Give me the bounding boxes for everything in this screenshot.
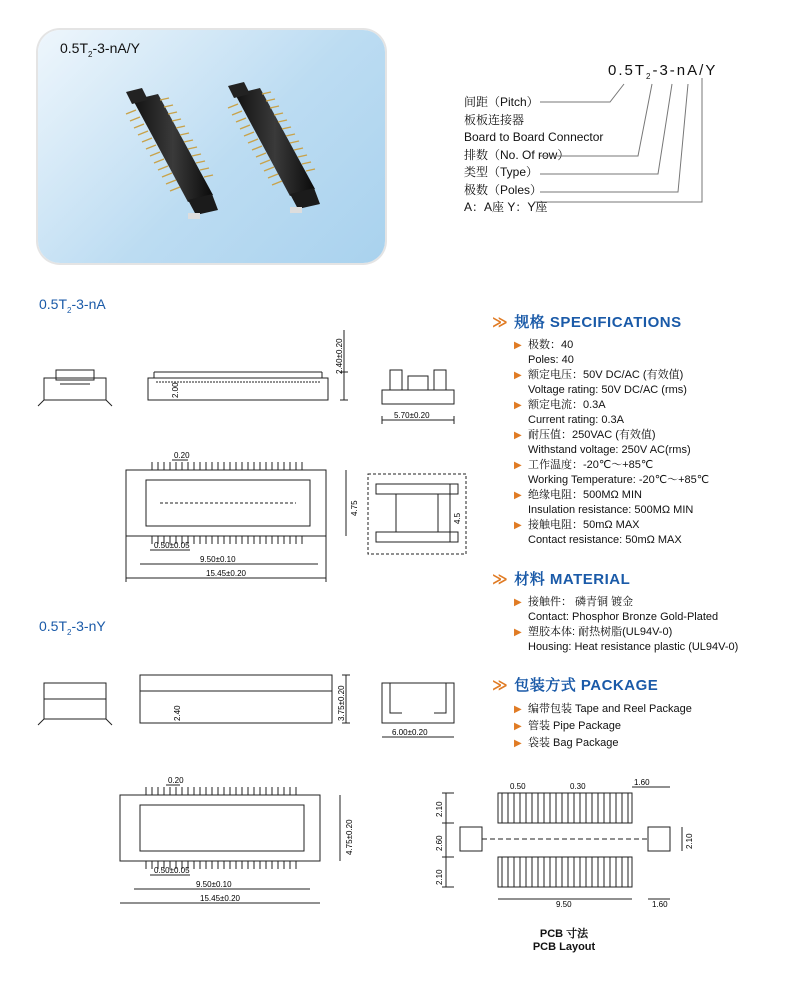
legend-pitch: 间距（Pitch）: [464, 95, 539, 109]
dim-pcb-pad-width: 0.30: [570, 782, 586, 791]
dim-ny-length: 15.45±0.20: [200, 894, 240, 903]
dim-na-top-height: 4.75: [350, 500, 359, 516]
connector-photo-a: [126, 88, 218, 219]
triangle-bullet-icon: ▶: [514, 704, 522, 715]
dim-ny-end-width: 6.00±0.20: [392, 728, 428, 737]
dim-pcb-end-width: 1.60: [634, 778, 650, 787]
triangle-bullet-icon: ▶: [514, 460, 522, 471]
material-heading: ≫ 材料 MATERIAL: [492, 571, 631, 588]
pcb-caption: [531, 928, 597, 954]
spec-item: ▶ 绝缘电阻：500MΩ MIN Insulation resistance: 500MΩ MIN: [514, 489, 694, 516]
dim-pcb-row2: 2.10: [435, 869, 444, 885]
dim-ny-span: 9.50±0.10: [196, 880, 232, 889]
ny-top-pins: [146, 787, 296, 869]
triangle-bullet-icon: ▶: [514, 721, 522, 732]
spec-item: ▶ 极数：40 Poles: 40: [514, 339, 574, 366]
dim-pcb-pitch: 0.50: [510, 782, 526, 791]
package-heading: ≫ 包装方式 PACKAGE: [492, 677, 659, 694]
dim-pcb-span: 9.50: [556, 900, 572, 909]
drawing-ny: [30, 655, 480, 915]
dim-na-top-pin: 0.20: [174, 451, 190, 460]
na-end-view-left: [38, 370, 112, 406]
product-photo-panel: [38, 30, 385, 263]
pcb-caption-cn: PCB 寸法: [539, 928, 589, 940]
section-title-y: $0.5T_2-3-nY$: [39, 618, 106, 637]
spec-item: ▶ 接触电阻：50mΩ MAX Contact resistance: 50mΩ MAX: [514, 519, 682, 546]
ny-end-view-left: [38, 683, 112, 725]
dim-na-side-inner: 2.00: [171, 382, 180, 398]
dim-pcb-gap: 2.60: [435, 835, 444, 851]
legend-type-en: Board to Board Connector: [464, 130, 604, 144]
dim-pcb-row1: 2.10: [435, 801, 444, 817]
double-chevron-icon: ≫: [492, 677, 509, 694]
section-title-a: $0.5T_2-3-nA$: [39, 296, 106, 315]
photo-title: $0.5T_2-3-nA/Y$: [60, 40, 140, 59]
dim-na-span: 9.50±0.10: [200, 555, 236, 564]
material-item: ▶ 塑胶本体: 耐热树脂(UL94V-0) Housing: Heat resistance plastic (UL94V-0): [514, 626, 739, 653]
dim-ny-side-height: 3.75±0.20: [337, 685, 346, 721]
legend-type-cn: 板板连接器: [464, 112, 525, 127]
dim-ny-top-height: 4.75±0.20: [345, 819, 354, 855]
legend-rows: 排数（No. Of row）: [464, 147, 570, 162]
na-top-view: [126, 460, 346, 582]
ny-side-view: [140, 675, 350, 723]
package-section: [492, 674, 782, 752]
pcb-caption-en: PCB Layout: [532, 941, 596, 953]
triangle-bullet-icon: ▶: [514, 490, 522, 501]
package-item: ▶ 编带包装 Tape and Reel Package: [514, 701, 782, 718]
dim-na-length: 15.45±0.20: [206, 569, 246, 578]
package-item: ▶ 管装 Pipe Package: [514, 718, 782, 735]
triangle-bullet-icon: ▶: [514, 430, 522, 441]
material-section: [492, 568, 782, 655]
dim-ny-pitch: 0.50±0.05: [154, 866, 190, 875]
triangle-bullet-icon: ▶: [514, 738, 522, 749]
specifications-heading: ≫ 规格 SPECIFICATIONS: [492, 314, 682, 331]
legend-leader-lines: [530, 78, 710, 208]
dim-pcb-end-height: 2.10: [685, 833, 694, 849]
triangle-bullet-icon: ▶: [514, 627, 522, 638]
triangle-bullet-icon: ▶: [514, 400, 522, 411]
legend-variant: A：A座 Y：Y座: [464, 200, 548, 214]
dim-na-pitch: 0.50±0.05: [154, 541, 190, 550]
na-mated-section: [368, 474, 466, 554]
legend-type: 类型（Type）: [464, 165, 539, 179]
spec-item: ▶ 工作温度：-20℃～+85℃ Working Temperature: -20℃～+85℃: [514, 459, 710, 486]
dim-ny-top-pin: 0.20: [168, 776, 184, 785]
double-chevron-icon: ≫: [492, 314, 509, 331]
dim-na-mated: 4.5: [453, 512, 462, 524]
drawing-na: [30, 320, 480, 590]
dim-ny-side-inner: 2.40: [173, 705, 182, 721]
dim-na-end-width: 5.70±0.20: [394, 411, 430, 420]
double-chevron-icon: ≫: [492, 571, 509, 588]
triangle-bullet-icon: ▶: [514, 520, 522, 531]
part-code: $0.5T_2-3-nA/Y$: [608, 62, 718, 81]
dim-pcb-end-width-2: 1.60: [652, 900, 668, 909]
spec-item: ▶ 额定电流：0.3A Current rating: 0.3A: [514, 399, 624, 426]
spec-item: ▶ 额定电压：50V DC/AC (有效值) Voltage rating: 50V DC/AC (rms): [514, 369, 687, 396]
spec-item: ▶ 耐压值：250VAC (有效值) Withstand voltage: 250V AC(rms): [514, 429, 691, 456]
pcb-end-pad-left: [460, 827, 482, 851]
pcb-end-pad-right: [648, 827, 670, 851]
triangle-bullet-icon: ▶: [514, 370, 522, 381]
pcb-layout-drawing: [430, 775, 700, 915]
specifications-section: [492, 311, 782, 548]
connector-photo-y: [228, 82, 320, 213]
connector-photo: [38, 30, 385, 263]
material-item: ▶ 接触件： 磷青铜 镀金 Contact: Phosphor Bronze Gold-Plated: [514, 596, 719, 623]
legend-poles: 极数（Poles）: [464, 182, 543, 197]
dim-na-side-height: 2.40±0.20: [335, 338, 344, 374]
triangle-bullet-icon: ▶: [514, 340, 522, 351]
package-item: ▶ 袋装 Bag Package: [514, 735, 782, 752]
triangle-bullet-icon: ▶: [514, 597, 522, 608]
